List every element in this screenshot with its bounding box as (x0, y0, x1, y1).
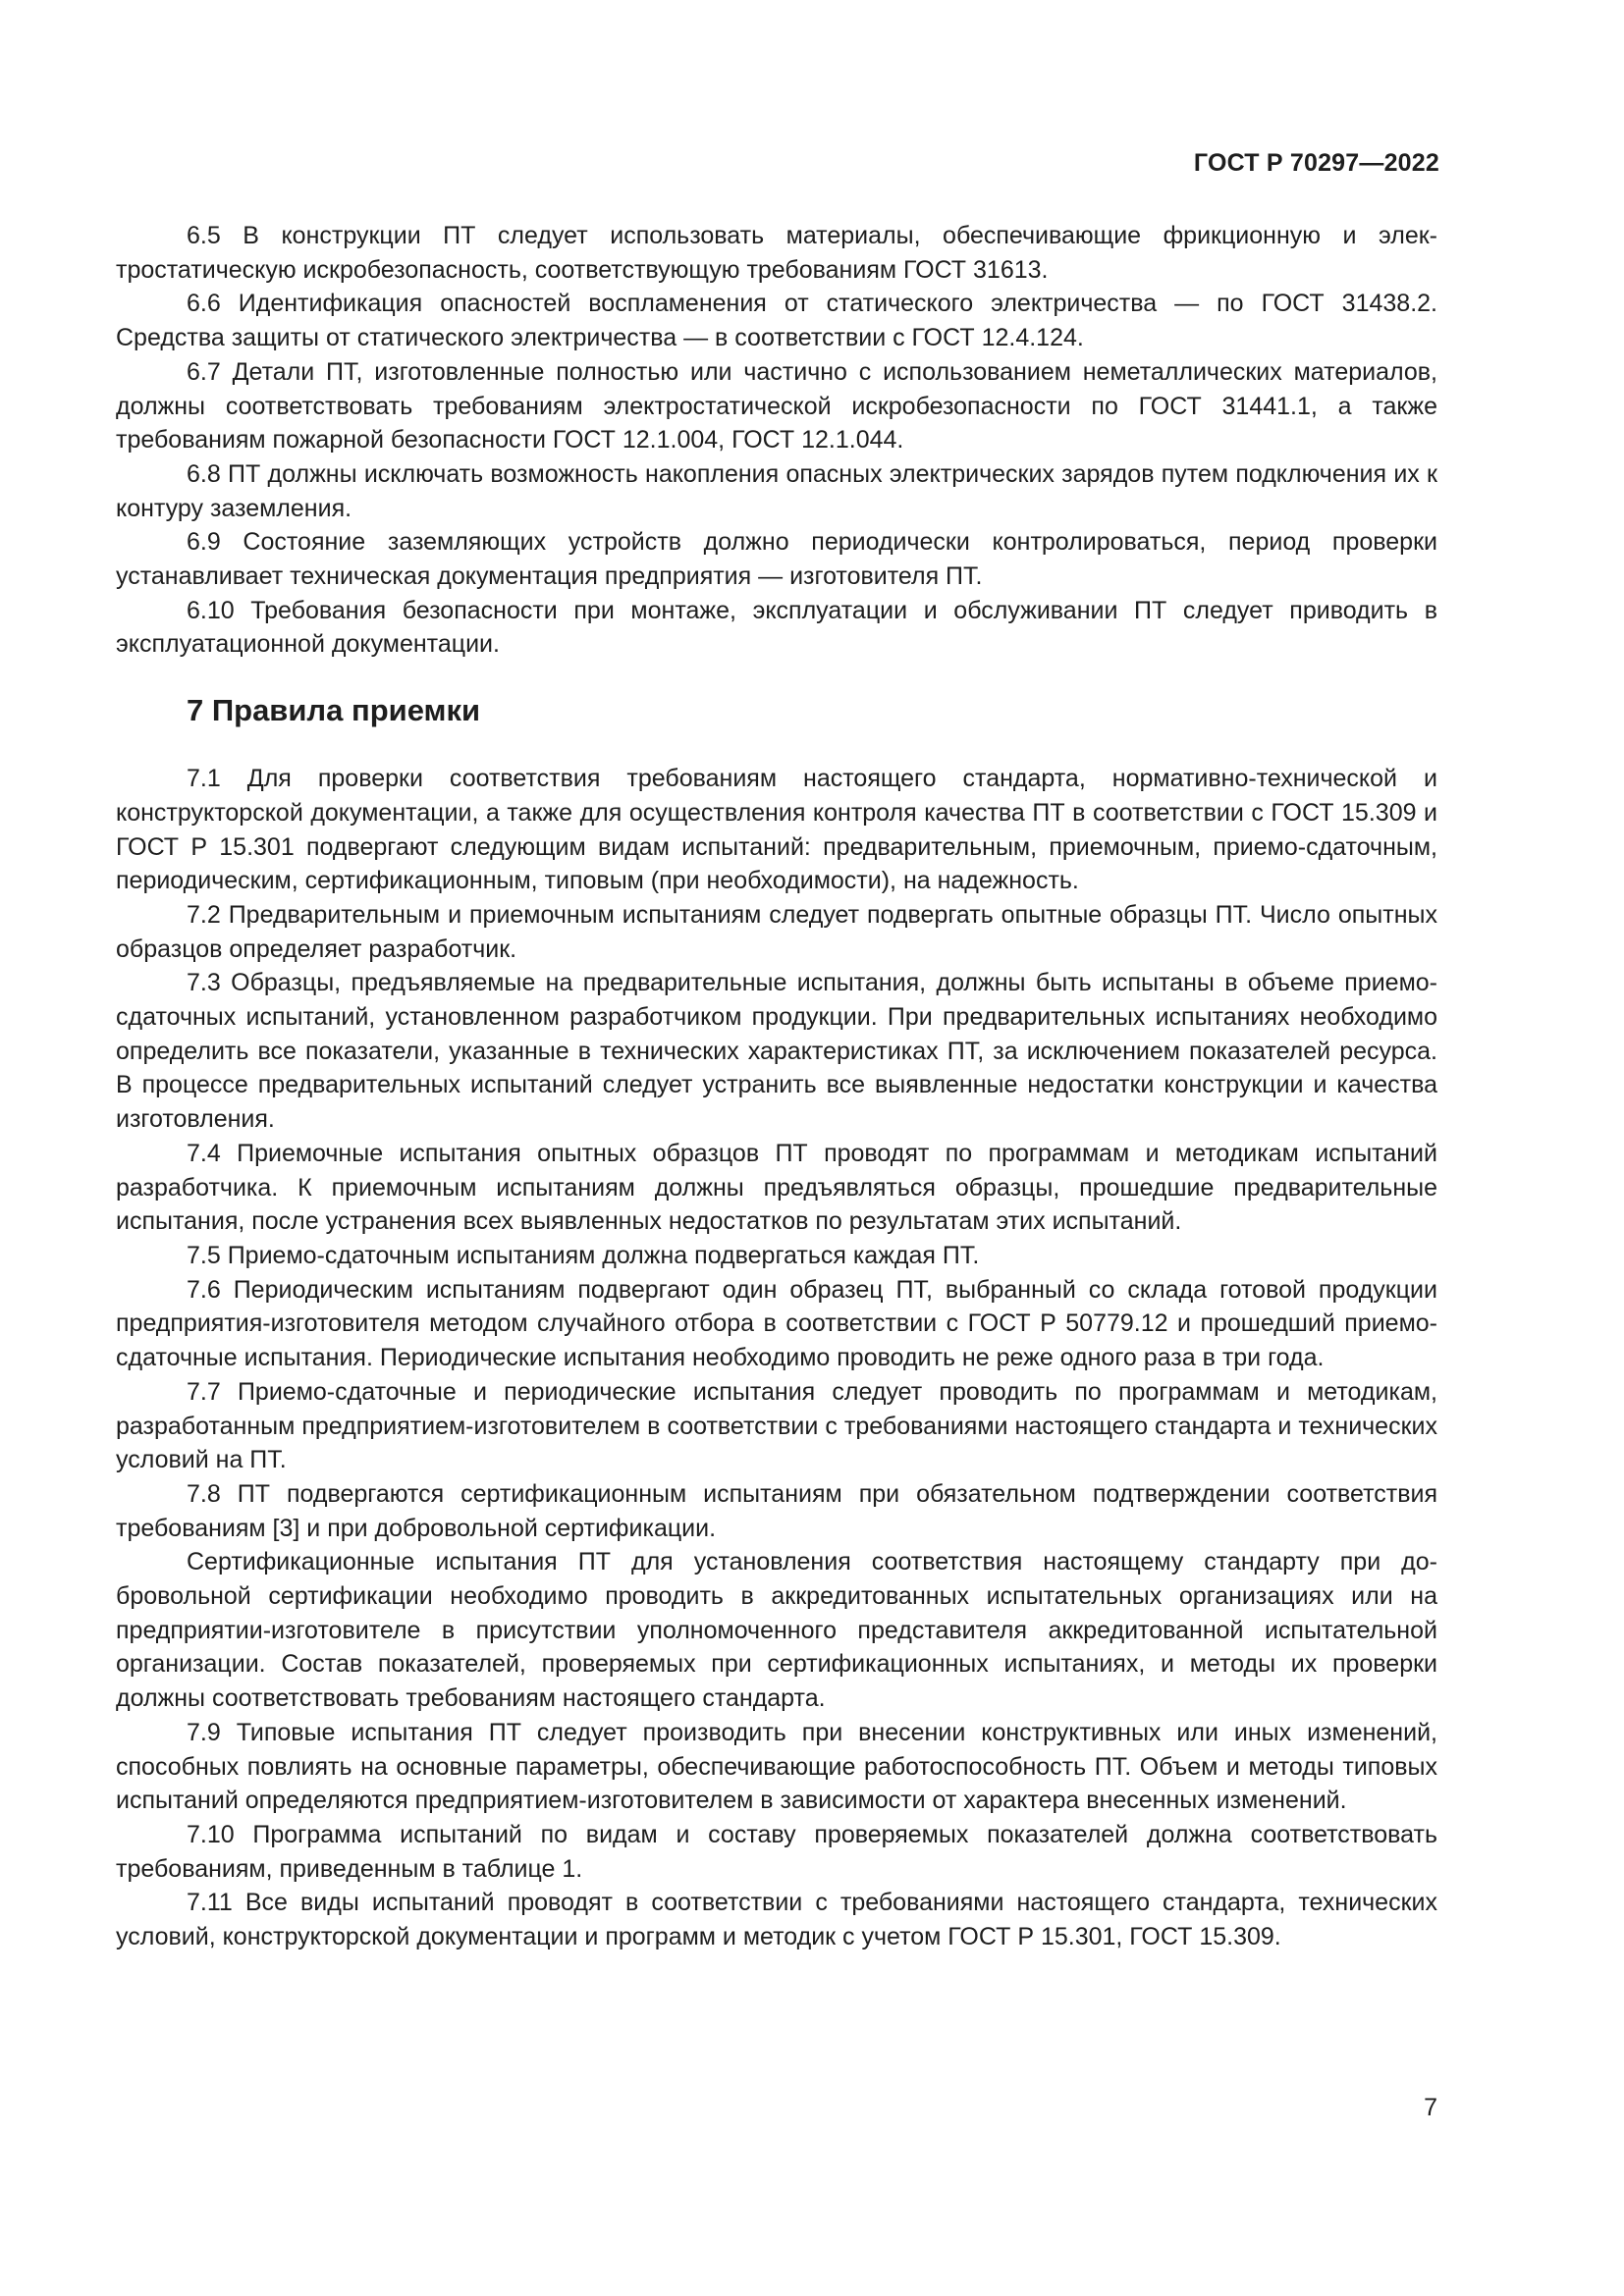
clause-7-6: 7.6 Периодическим испытаниям подвергают один образец ПТ, выбранный со склада готовой продукции предприятия-изготовителя методом случайного отбора в соответствии с ГОСТ Р 50779.12 и прошедший приемо-сдаточные испытания. Периодические испытания необходимо проводить не реже одного раза в три года. (116, 1275, 1437, 1372)
clause-6-7: 6.7 Детали ПТ, изготовленные полностью или частично с использованием неметаллических материалов, должны соответствовать требованиям электростатической искробезопасности по ГОСТ 31441.1, а также требованиям пожарной безопасности ГОСТ 12.1.004, ГОСТ 12.1.044. (116, 357, 1437, 454)
clause-7-2: 7.2 Предварительным и приемочным испытаниям следует подвергать опытные образцы ПТ. Число опытных образцов определяет разработчик. (116, 900, 1437, 963)
page-number: 7 (1424, 2094, 1437, 2121)
clause-7-8: 7.8 ПТ подвергаются сертификационным испытаниям при обязательном подтверждении соответствия требованиям [3] и при добровольной сертификации. (116, 1479, 1437, 1542)
page-body (116, 219, 1437, 1954)
clause-7-7: 7.7 Приемо-сдаточные и периодические испытания следует проводить по программам и методикам, разработанным предприятием-изготовителем в соответствии с требованиями настоящего стандарта и технических условий на ПТ. (116, 1377, 1437, 1474)
clause-7-11: 7.11 Все виды испытаний проводят в соответствии с требованиями настоящего стандарта, технических условий, конструкторской документации и программ и методик с учетом ГОСТ Р 15.301, ГОСТ 15.309. (116, 1889, 1437, 1951)
clause-6-8: 6.8 ПТ должны исключать возможность накопления опасных электрических зарядов путем подключения их к контуру заземления. (116, 459, 1437, 522)
clause-7-8-continued: Сертификационные испытания ПТ для установления соответствия настоящему стандарту при добровольной сертификации необходимо проводить в аккредитованных испытательных организациях или на предприятии-изготовителе в присутствии уполномоченного представителя аккредитованной испытательной организации. Состав показателей, проверяемых при сертификационных испытаниях, и методы их проверки должны соответствовать требованиям настоящего стандарта. (116, 1548, 1437, 1713)
document-id-header: ГОСТ Р 70297—2022 (1193, 149, 1439, 177)
clause-7-4: 7.4 Приемочные испытания опытных образцов ПТ проводят по программам и методикам испытаний разработчика. К приемочным испытаниям должны предъявляться образцы, прошедшие предварительные испытания, после устранения всех выявленных недостатков по результатам этих испытаний. (116, 1139, 1437, 1236)
clause-6-9: 6.9 Состояние заземляющих устройств должно периодически контролироваться, период проверки устанавливает техническая документация предприятия — изготовителя ПТ. (116, 528, 1437, 591)
clause-7-10: 7.10 Программа испытаний по видам и составу проверяемых показателей должна соответствовать требованиям, приведенным в таблице 1. (116, 1820, 1437, 1883)
clause-6-6: 6.6 Идентификация опасностей воспламенения от статического электричества — по ГОСТ 31438.2. Средства защиты от статического электричества — в соответствии с ГОСТ 12.4.124. (116, 290, 1437, 352)
clause-6-10: 6.10 Требования безопасности при монтаже, эксплуатации и обслуживании ПТ следует приводить в эксплуатационной документации. (116, 596, 1437, 659)
clause-7-3: 7.3 Образцы, предъявляемые на предварительные испытания, должны быть испытаны в объеме приемо-сдаточных испытаний, установленном разработчиком продукции. При предварительных испытаниях необходимо определить все показатели, указанные в технических характеристиках ПТ, за исключением показателей ресурса. В процессе предварительных испытаний следует устранить все выявленные недостатки конструкции и качества изготовления. (116, 969, 1437, 1134)
clause-7-1: 7.1 Для проверки соответствия требованиям настоящего стандарта, нормативно-технической и конструкторской документации, а также для осуществления контроля качества ПТ в соответствии с ГОСТ 15.309 и ГОСТ Р 15.301 подвергают следующим видам испытаний: предварительным, приемочным, приемо-сдаточным, периодическим, сертификационным, типовым (при необходимости), на надежность. (116, 765, 1437, 895)
clause-6-5: 6.5 В конструкции ПТ следует использовать материалы, обеспечивающие фрикционную и электростатическую искробезопасность, соответствующую требованиям ГОСТ 31613. (116, 222, 1437, 284)
section-7-title: 7 Правила приемки (187, 693, 481, 728)
clause-7-5: 7.5 Приемо-сдаточным испытаниям должна подвергаться каждая ПТ. (187, 1241, 980, 1269)
clause-7-9: 7.9 Типовые испытания ПТ следует производить при внесении конструктивных или иных изменений, способных повлиять на основные параметры, обеспечивающие работоспособность ПТ. Объем и методы типовых испытаний определяются предприятием-изготовителем в зависимости от характера внесенных изменений. (116, 1718, 1437, 1815)
